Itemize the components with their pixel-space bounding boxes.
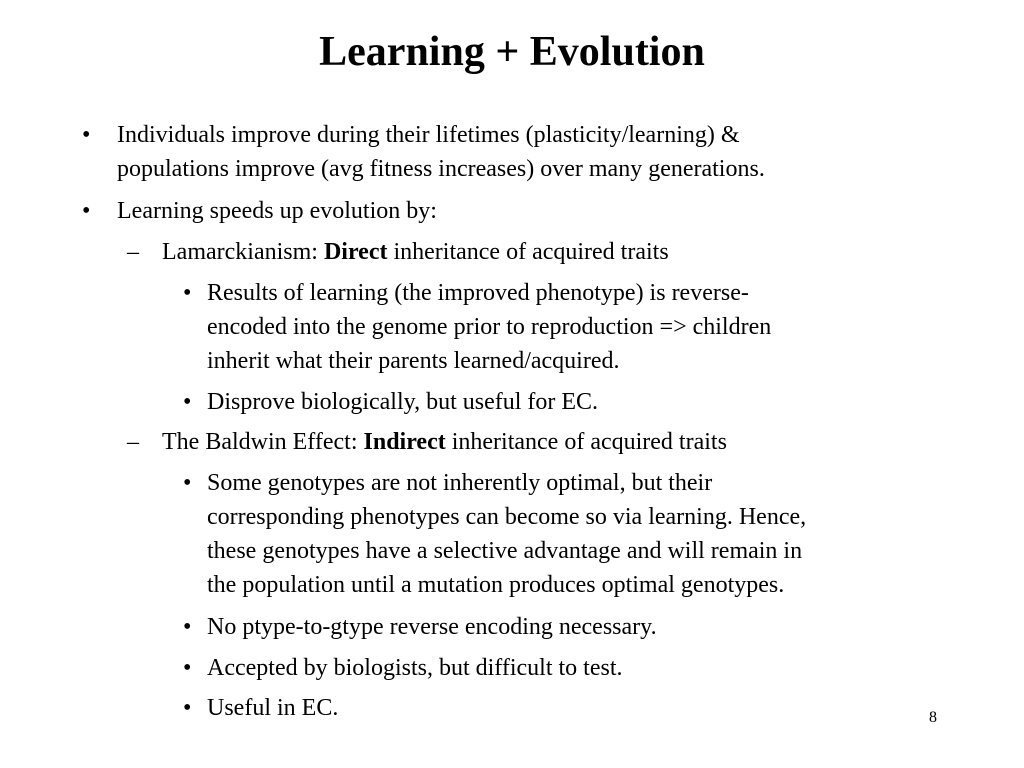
baldwin-item-c-line-1: Accepted by biologists, but difficult to test. [207, 655, 623, 681]
lamarck-suffix: inheritance of acquired traits [387, 239, 669, 265]
dash-marker: – [127, 239, 139, 265]
baldwin-heading [162, 425, 727, 459]
bullet-1-line-1: Individuals improve during their lifetimes (plasticity/learning) & [117, 122, 740, 148]
bullet-marker: • [82, 198, 91, 224]
baldwin-prefix: The Baldwin Effect: [162, 429, 364, 455]
baldwin-item-b-line-1: No ptype-to-gtype reverse encoding necessary. [207, 614, 657, 640]
baldwin-item-a-line-2: corresponding phenotypes can become so via learning. Hence, [207, 504, 807, 530]
bullet-marker: • [183, 655, 192, 681]
bullet-marker: • [183, 280, 192, 306]
slide-title: Learning + Evolution [319, 29, 705, 75]
lamarck-prefix: Lamarckianism: [162, 239, 324, 265]
baldwin-item-d-line-1: Useful in EC. [207, 695, 339, 721]
baldwin-item-a-line-4: the population until a mutation produces optimal genotypes. [207, 572, 785, 598]
bullet-marker: • [183, 614, 192, 640]
lamarck-item-a-line-3: inherit what their parents learned/acquired. [207, 348, 620, 374]
bullet-marker: • [82, 122, 91, 148]
lamarck-item-a-line-2: encoded into the genome prior to reproduction => children [207, 314, 772, 340]
bullet-1-line-2: populations improve (avg fitness increases) over many generations. [117, 156, 765, 182]
lamarck-item-b-line-1: Disprove biologically, but useful for EC. [207, 389, 599, 415]
lamarck-bold: Direct [323, 239, 388, 265]
bullet-2-line-1: Learning speeds up evolution by: [117, 198, 437, 224]
bullet-marker: • [183, 695, 192, 721]
bullet-marker: • [183, 389, 192, 415]
bullet-marker: • [183, 470, 192, 496]
slide-number: 8 [929, 709, 937, 726]
baldwin-item-a-line-1: Some genotypes are not inherently optimal, but their [207, 470, 713, 496]
baldwin-item-a-line-3: these genotypes have a selective advantage and will remain in [207, 538, 803, 564]
baldwin-bold: Indirect [363, 429, 446, 455]
dash-marker: – [127, 429, 139, 455]
baldwin-suffix: inheritance of acquired traits [445, 429, 727, 455]
lamarck-item-a-line-1: Results of learning (the improved phenotype) is reverse- [207, 280, 749, 306]
lamarck-heading [162, 235, 669, 269]
